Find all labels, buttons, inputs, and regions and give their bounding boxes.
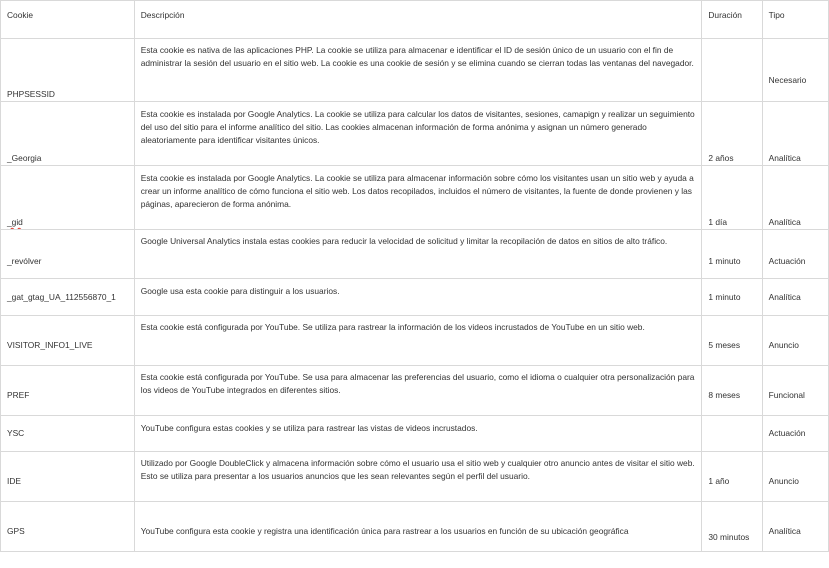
cookie-type: Analítica xyxy=(762,502,828,552)
cookie-name: _revólver xyxy=(1,230,135,279)
cookie-duration: 8 meses xyxy=(702,366,762,416)
table-row xyxy=(1,502,829,552)
header-description: Descripción xyxy=(134,1,702,39)
cookie-duration: 1 año xyxy=(702,452,762,502)
cookie-type: Analítica xyxy=(762,279,828,316)
cookie-type: Actuación xyxy=(762,230,828,279)
cookie-type: Analítica xyxy=(762,102,828,166)
cookie-description: YouTube configura estas cookies y se utiliza para rastrear las vistas de videos incrustados. xyxy=(134,416,702,452)
cookie-name: _Georgia xyxy=(1,102,135,166)
table-row xyxy=(1,230,829,279)
cookie-description: YouTube configura esta cookie y registra una identificación única para rastrear a los usuarios en función de su ubicación geográfica xyxy=(134,502,702,552)
cookie-description: Esta cookie está configurada por YouTube. Se utiliza para rastrear la información de los videos incrustados de YouTube en un sitio web. xyxy=(134,316,702,366)
cookie-duration xyxy=(702,416,762,452)
cookie-name: PHPSESSID xyxy=(1,39,135,102)
cookie-duration: 2 años xyxy=(702,102,762,166)
cookie-type: Necesario xyxy=(762,39,828,102)
cookie-name: VISITOR_INFO1_LIVE xyxy=(1,316,135,366)
header-cookie: Cookie xyxy=(1,1,135,39)
table-row xyxy=(1,416,829,452)
cookie-description: Esta cookie está configurada por YouTube. Se usa para almacenar las preferencias del usuario, como el idioma o cualquier otra personalización para los videos de YouTube integrados en diferentes sitios. xyxy=(134,366,702,416)
table-row xyxy=(1,166,829,230)
table-row xyxy=(1,316,829,366)
cookie-name-text: _gid xyxy=(7,217,23,227)
table-header-row xyxy=(1,1,829,39)
header-duration: Duración xyxy=(702,1,762,39)
cookie-description: Esta cookie es instalada por Google Analytics. La cookie se utiliza para almacenar información sobre cómo los visitantes usan un sitio web y ayuda a crear un informe analítico de cómo funciona el sitio web. Los datos recopilados, incluidos el número de visitantes, la fuente de donde provienen y las páginas, aparecieron de forma anónima. xyxy=(134,166,702,230)
cookie-name: IDE xyxy=(1,452,135,502)
cookie-description: Esta cookie es nativa de las aplicaciones PHP. La cookie se utiliza para almacenar e identificar el ID de sesión único de un usuario con el fin de administrar la sesión del usuario en el sitio web. La cookie es una cookie de sesión y se elimina cuando se cierran todas las ventanas del navegador. xyxy=(134,39,702,102)
cookie-name: PREF xyxy=(1,366,135,416)
cookie-name xyxy=(1,166,135,230)
cookie-duration: 30 minutos xyxy=(702,502,762,552)
cookie-name: GPS xyxy=(1,502,135,552)
table-row xyxy=(1,39,829,102)
cookie-duration: 1 minuto xyxy=(702,230,762,279)
cookie-type: Anuncio xyxy=(762,452,828,502)
cookie-name: _gat_gtag_UA_112556870_1 xyxy=(1,279,135,316)
table-row xyxy=(1,366,829,416)
cookie-duration: 1 minuto xyxy=(702,279,762,316)
table-row xyxy=(1,102,829,166)
cookie-duration: 1 día xyxy=(702,166,762,230)
cookie-type: Anuncio xyxy=(762,316,828,366)
cookie-description: Google usa esta cookie para distinguir a los usuarios. xyxy=(134,279,702,316)
cookie-type: Analítica xyxy=(762,166,828,230)
cookie-description: Utilizado por Google DoubleClick y almacena información sobre cómo el usuario usa el sitio web y cualquier otro anuncio antes de visitar el sitio web. Esto se utiliza para presentar a los usuarios anuncios que les sean relevantes según el perfil del usuario. xyxy=(134,452,702,502)
table-row xyxy=(1,279,829,316)
cookie-duration: 5 meses xyxy=(702,316,762,366)
cookie-type: Actuación xyxy=(762,416,828,452)
cookie-duration xyxy=(702,39,762,102)
cookie-description: Esta cookie es instalada por Google Analytics. La cookie se utiliza para calcular los datos de visitantes, sesiones, camapign y realizar un seguimiento del uso del sitio para el informe analítico del sitio. Las cookies almacenan información de forma anónima y asignan un número generado aleatoriamente para identificar visitantes únicos. xyxy=(134,102,702,166)
cookie-description: Google Universal Analytics instala estas cookies para reducir la velocidad de solicitud y limitar la recopilación de datos en sitios de alto tráfico. xyxy=(134,230,702,279)
header-type: Tipo xyxy=(762,1,828,39)
cookie-name: YSC xyxy=(1,416,135,452)
cookie-type: Funcional xyxy=(762,366,828,416)
table-row xyxy=(1,452,829,502)
